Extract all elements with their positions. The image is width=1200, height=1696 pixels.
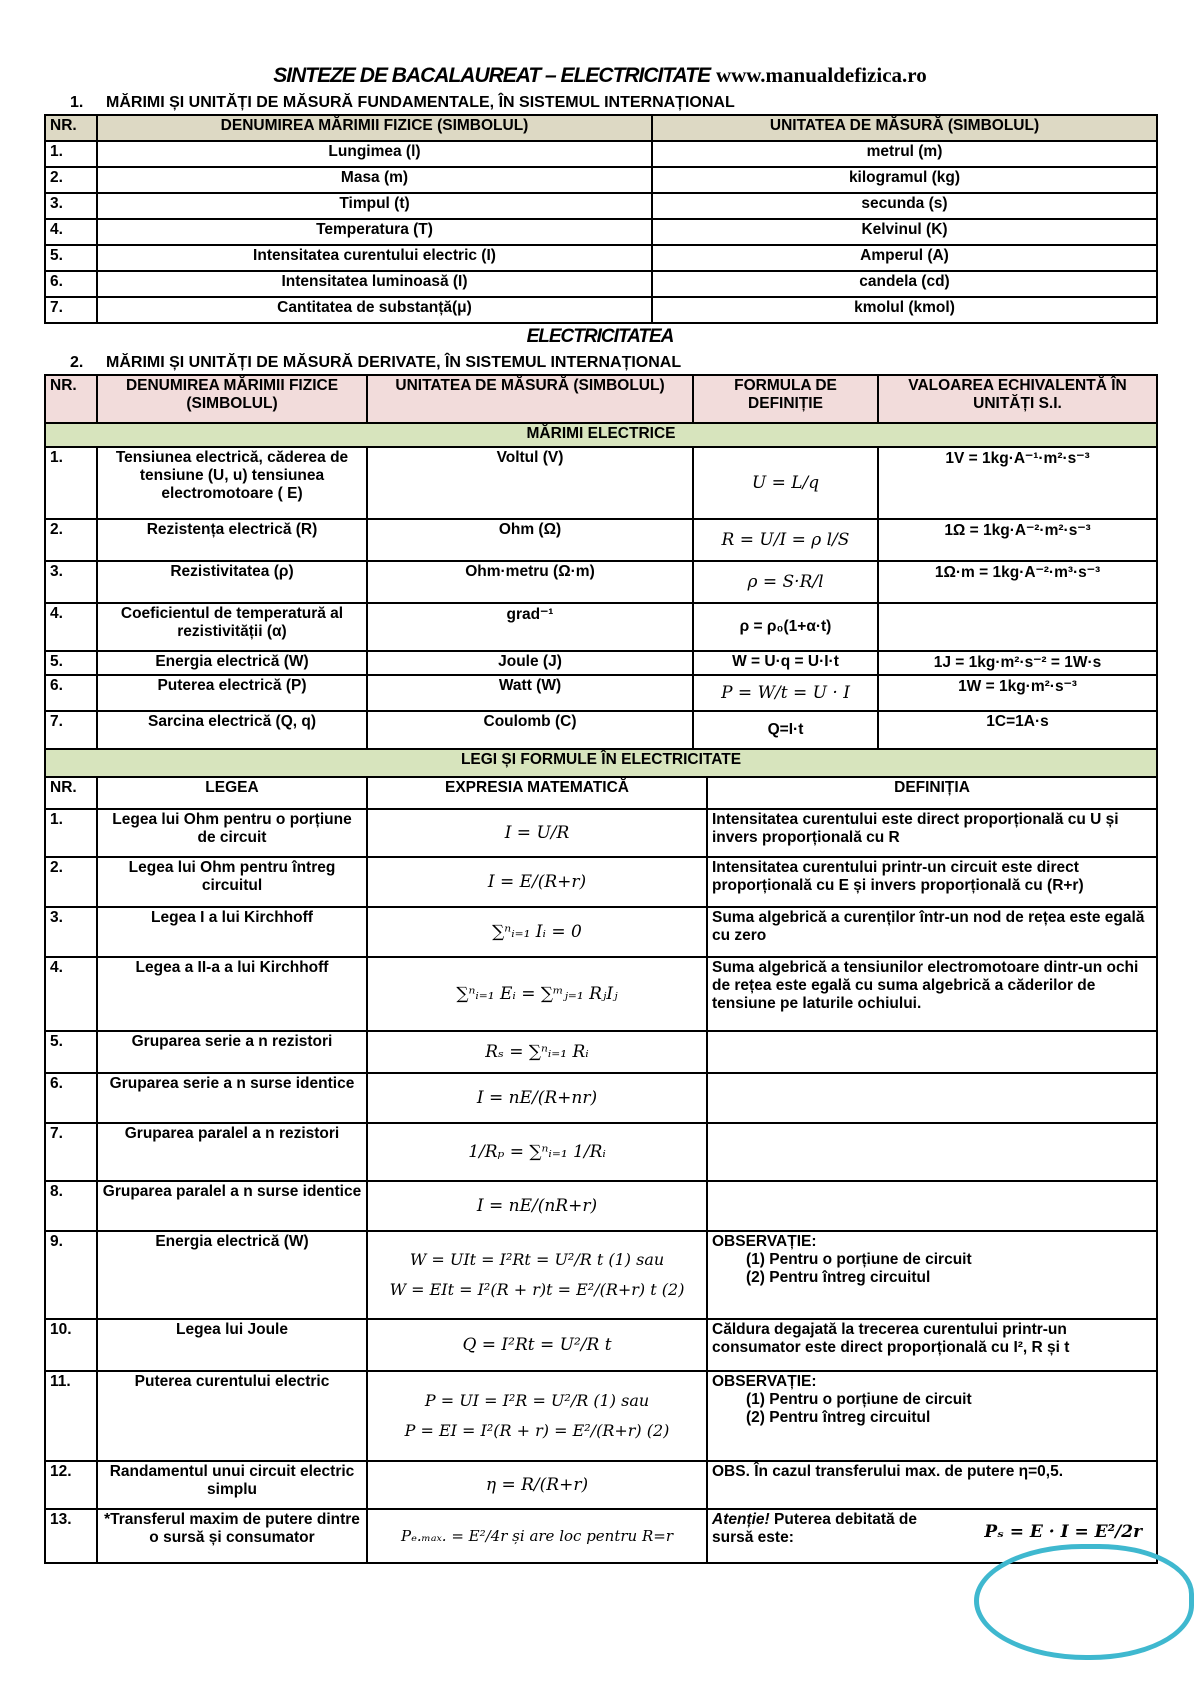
row-number: 4.	[45, 957, 97, 1031]
group-header: LEGI ȘI FORMULE ÎN ELECTRICITATE	[45, 749, 1157, 777]
unit-name: kmolul (kmol)	[652, 297, 1157, 323]
law-name: Randamentul unui circuit electric simplu	[97, 1461, 367, 1509]
quantity-name: Rezistența electrică (R)	[97, 519, 367, 561]
observation-item: (2) Pentru întreg circuitul	[746, 1409, 931, 1426]
row-number: 11.	[45, 1371, 97, 1461]
attention-note: Atenție!	[712, 1511, 770, 1528]
table-row	[45, 1231, 1157, 1319]
document-page	[44, 60, 1156, 1564]
math-expression: 1/Rₚ = ∑ⁿᵢ₌₁ 1/Rᵢ	[367, 1123, 707, 1181]
row-number: 7.	[45, 1123, 97, 1181]
law-definition: Suma algebrică a tensiunilor electromotoare dintr-un ochi de rețea este egală cu suma algebrică a căderilor de tensiune pe laturile ochiului.	[707, 957, 1157, 1031]
law-definition	[707, 1073, 1157, 1123]
column-header: NR.	[45, 375, 97, 423]
column-header: UNITATEA DE MĂSURĂ (SIMBOLUL)	[367, 375, 693, 423]
law-name: Legea lui Joule	[97, 1319, 367, 1371]
row-number: 2.	[45, 519, 97, 561]
unit-name: Coulomb (C)	[367, 711, 693, 749]
si-equivalent: 1Ω = 1kg·A⁻²·m²·s⁻³	[878, 519, 1157, 561]
si-equivalent	[878, 603, 1157, 651]
laws-formulas-table	[44, 748, 1158, 1564]
law-definition: Intensitatea curentului printr-un circuit este direct proporțională cu E și invers proporțională cu (R+r)	[707, 857, 1157, 907]
law-definition: Suma algebrică a curenților într-un nod de rețea este egală cu zero	[707, 907, 1157, 957]
quantity-name: Tensiunea electrică, căderea de tensiune (U, u) tensiunea electromotoare ( E)	[97, 447, 367, 519]
column-header: NR.	[45, 115, 97, 141]
unit-name: candela (cd)	[652, 271, 1157, 297]
law-name: Gruparea serie a n rezistori	[97, 1031, 367, 1073]
section-number: 2.	[70, 354, 84, 371]
row-number: 12.	[45, 1461, 97, 1509]
column-header: EXPRESIA MATEMATICĂ	[367, 777, 707, 809]
website-url[interactable]: www.manualdefizica.ro	[715, 63, 927, 87]
table-row	[45, 907, 1157, 957]
row-number: 4.	[45, 603, 97, 651]
column-header: UNITATEA DE MĂSURĂ (SIMBOLUL)	[652, 115, 1157, 141]
quantity-name: Rezistivitatea (ρ)	[97, 561, 367, 603]
si-equivalent: 1C=1A·s	[878, 711, 1157, 749]
table-row	[45, 141, 1157, 167]
quantity-name: Sarcina electrică (Q, q)	[97, 711, 367, 749]
law-name: Gruparea paralel a n rezistori	[97, 1123, 367, 1181]
row-number: 1.	[45, 809, 97, 857]
law-name: Legea lui Ohm pentru o porțiune de circuit	[97, 809, 367, 857]
definition-formula: ρ = S·R/l	[693, 561, 878, 603]
table-row	[45, 1319, 1157, 1371]
definition-formula: W = U·q = U·I·t	[693, 651, 878, 675]
math-expression: I = nE/(R+nr)	[367, 1073, 707, 1123]
observation-label: OBSERVAȚIE:	[712, 1233, 817, 1250]
section-title: MĂRIMI ȘI UNITĂȚI DE MĂSURĂ FUNDAMENTALE, ÎN SISTEMUL INTERNAȚIONAL	[106, 94, 735, 111]
row-number: 7.	[45, 711, 97, 749]
law-definition: Intensitatea curentului este direct proporțională cu U și invers proporțională cu R	[707, 809, 1157, 857]
row-number: 6.	[45, 271, 97, 297]
table-row	[45, 167, 1157, 193]
column-header: DENUMIREA MĂRIMII FIZICE (SIMBOLUL)	[97, 375, 367, 423]
unit-name: grad⁻¹	[367, 603, 693, 651]
quantity-name: Coeficientul de temperatură al rezistivității (α)	[97, 603, 367, 651]
unit-name: Joule (J)	[367, 651, 693, 675]
unit-name: secunda (s)	[652, 193, 1157, 219]
table-row	[45, 447, 1157, 519]
law-definition	[707, 1123, 1157, 1181]
column-header: FORMULA DE DEFINIȚIE	[693, 375, 878, 423]
quantity-name: Intensitatea curentului electric (I)	[97, 245, 652, 271]
math-expression: P = UI = I²R = U²/R (1) sau	[424, 1391, 650, 1410]
definition-formula: U = L/q	[693, 447, 878, 519]
law-name: Gruparea paralel a n surse identice	[97, 1181, 367, 1231]
document-title	[44, 60, 1156, 90]
unit-name: Ohm·metru (Ω·m)	[367, 561, 693, 603]
math-expression: ∑ⁿᵢ₌₁ Eᵢ = ∑ᵐⱼ₌₁ RⱼIⱼ	[367, 957, 707, 1031]
row-number: 6.	[45, 1073, 97, 1123]
unit-name: kilogramul (kg)	[652, 167, 1157, 193]
quantity-name: Energia electrică (W)	[97, 651, 367, 675]
source-power-formula: Pₛ = E · I = E²/2r	[984, 1522, 1143, 1542]
math-expression: I = U/R	[367, 809, 707, 857]
law-definition: OBS. În cazul transferului max. de putere η=0,5.	[707, 1461, 1157, 1509]
definition-formula: P = W/t = U · I	[693, 675, 878, 711]
table-row	[45, 957, 1157, 1031]
row-number: 3.	[45, 907, 97, 957]
math-expression-2: W = EIt = I²(R + r)t = E²/(R+r) t (2)	[389, 1280, 685, 1299]
unit-name: Kelvinul (K)	[652, 219, 1157, 245]
table-row	[45, 1073, 1157, 1123]
table-row	[45, 809, 1157, 857]
quantity-name: Lungimea (l)	[97, 141, 652, 167]
unit-name: Amperul (A)	[652, 245, 1157, 271]
quantity-name: Intensitatea luminoasă (I)	[97, 271, 652, 297]
row-number: 5.	[45, 1031, 97, 1073]
row-number: 9.	[45, 1231, 97, 1319]
definition-formula: R = U/I = ρ l/S	[693, 519, 878, 561]
row-number: 6.	[45, 675, 97, 711]
unit-name: Voltul (V)	[367, 447, 693, 519]
law-name: Gruparea serie a n surse identice	[97, 1073, 367, 1123]
law-name: *Transferul maxim de putere dintre o sursă și consumator	[97, 1509, 367, 1563]
column-header: NR.	[45, 777, 97, 809]
table-row	[45, 1461, 1157, 1509]
table-row	[45, 561, 1157, 603]
quantity-name: Temperatura (T)	[97, 219, 652, 245]
section-1-heading	[44, 90, 1156, 114]
row-number: 7.	[45, 297, 97, 323]
row-number: 8.	[45, 1181, 97, 1231]
row-number: 2.	[45, 167, 97, 193]
quantity-name: Puterea electrică (P)	[97, 675, 367, 711]
group-header: MĂRIMI ELECTRICE	[45, 423, 1157, 447]
observation-label: OBSERVAȚIE:	[712, 1373, 817, 1390]
si-equivalent: 1V = 1kg·A⁻¹·m²·s⁻³	[878, 447, 1157, 519]
column-header: VALOAREA ECHIVALENTĂ ÎN UNITĂȚI S.I.	[878, 375, 1157, 423]
unit-name: metrul (m)	[652, 141, 1157, 167]
si-equivalent: 1W = 1kg·m²·s⁻³	[878, 675, 1157, 711]
table-row	[45, 603, 1157, 651]
row-number: 3.	[45, 193, 97, 219]
quantity-name: Masa (m)	[97, 167, 652, 193]
table-row	[45, 297, 1157, 323]
row-number: 2.	[45, 857, 97, 907]
definition-formula: Q=I·t	[693, 711, 878, 749]
table-row	[45, 219, 1157, 245]
law-name: Legea a II-a a lui Kirchhoff	[97, 957, 367, 1031]
table-row	[45, 193, 1157, 219]
quantity-name: Cantitatea de substanță(μ)	[97, 297, 652, 323]
table-row	[45, 1509, 1157, 1563]
unit-name: Watt (W)	[367, 675, 693, 711]
column-header: LEGEA	[97, 777, 367, 809]
section-number: 1.	[70, 94, 84, 111]
row-number: 13.	[45, 1509, 97, 1563]
table-row	[45, 1181, 1157, 1231]
quantity-name: Timpul (t)	[97, 193, 652, 219]
table-row	[45, 245, 1157, 271]
si-equivalent: 1Ω·m = 1kg·A⁻²·m³·s⁻³	[878, 561, 1157, 603]
observation-item: (2) Pentru întreg circuitul	[746, 1269, 931, 1286]
si-equivalent: 1J = 1kg·m²·s⁻² = 1W·s	[878, 651, 1157, 675]
unit-name: Ohm (Ω)	[367, 519, 693, 561]
math-expression-2: P = EI = I²(R + r) = E²/(R+r) (2)	[404, 1421, 670, 1440]
highlight-circle	[974, 1544, 1194, 1660]
math-expression: η = R/(R+r)	[367, 1461, 707, 1509]
math-expression: I = E/(R+r)	[367, 857, 707, 907]
law-definition	[707, 1031, 1157, 1073]
observation-item: (1) Pentru o porțiune de circuit	[746, 1391, 972, 1408]
law-name: Legea I a lui Kirchhoff	[97, 907, 367, 957]
table-row	[45, 271, 1157, 297]
math-expression: Rₛ = ∑ⁿᵢ₌₁ Rᵢ	[367, 1031, 707, 1073]
row-number: 1.	[45, 141, 97, 167]
table-row	[45, 857, 1157, 907]
law-name: Energia electrică (W)	[97, 1231, 367, 1319]
table-row	[45, 675, 1157, 711]
column-header: DEFINIȚIA	[707, 777, 1157, 809]
row-number: 1.	[45, 447, 97, 519]
law-definition: Puterea debitată de sursă este:	[712, 1511, 918, 1546]
observation-item: (1) Pentru o porțiune de circuit	[746, 1251, 972, 1268]
table-row	[45, 519, 1157, 561]
law-name: Legea lui Ohm pentru întreg circuitul	[97, 857, 367, 907]
fundamental-units-table	[44, 114, 1158, 324]
row-number: 5.	[45, 651, 97, 675]
section-title: MĂRIMI ȘI UNITĂȚI DE MĂSURĂ DERIVATE, ÎN SISTEMUL INTERNAȚIONAL	[106, 354, 682, 371]
table-row	[45, 1371, 1157, 1461]
row-number: 5.	[45, 245, 97, 271]
row-number: 10.	[45, 1319, 97, 1371]
row-number: 4.	[45, 219, 97, 245]
math-expression: W = UIt = I²Rt = U²/R t (1) sau	[409, 1250, 665, 1269]
column-header: DENUMIREA MĂRIMII FIZICE (SIMBOLUL)	[97, 115, 652, 141]
table-row	[45, 711, 1157, 749]
math-expression: Pₑ.ₘₐₓ. = E²/4r și are loc pentru R=r	[367, 1509, 707, 1563]
math-expression: ∑ⁿᵢ₌₁ Iᵢ = 0	[367, 907, 707, 957]
law-name: Puterea curentului electric	[97, 1371, 367, 1461]
table-row	[45, 1123, 1157, 1181]
table-row	[45, 651, 1157, 675]
law-definition: Căldura degajată la trecerea curentului printr-un consumator este direct proporțională cu I², R și t	[707, 1319, 1157, 1371]
section-2-heading	[44, 350, 1156, 374]
law-definition	[707, 1181, 1157, 1231]
math-expression: Q = I²Rt = U²/R t	[367, 1319, 707, 1371]
math-expression: I = nE/(nR+r)	[367, 1181, 707, 1231]
derived-units-table	[44, 374, 1158, 750]
table-row	[45, 1031, 1157, 1073]
electricity-subtitle: ELECTRICITATEA	[526, 326, 674, 347]
title-text: SINTEZE DE BACALAUREAT – ELECTRICITATE	[273, 64, 711, 87]
row-number: 3.	[45, 561, 97, 603]
definition-formula: ρ = ρ₀(1+α·t)	[693, 603, 878, 651]
